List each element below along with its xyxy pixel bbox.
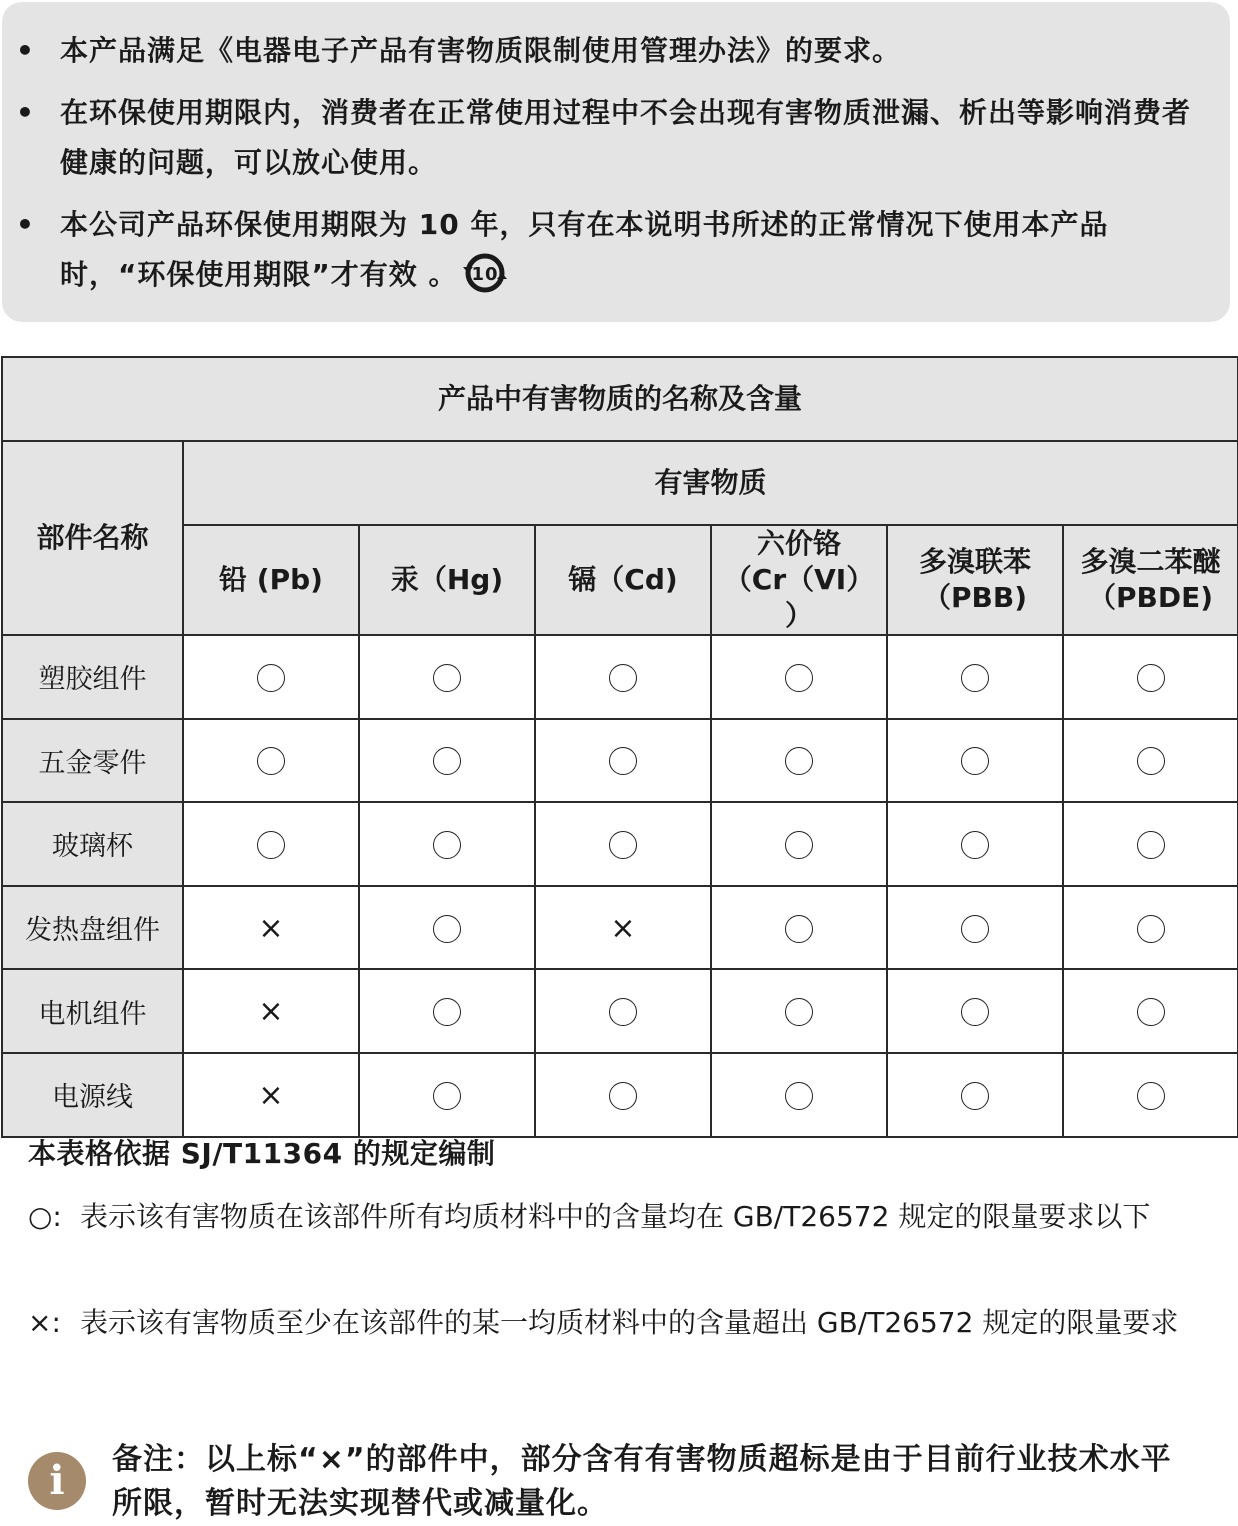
compliant-circle-mark — [609, 831, 637, 859]
column-header-line: （PBB) — [922, 581, 1027, 614]
compliant-circle-mark — [433, 915, 461, 943]
compliant-circle-mark — [609, 747, 637, 775]
part-name-cell: 塑胶组件 — [2, 635, 183, 719]
table-row — [2, 969, 1238, 1053]
bullet-dot: • — [16, 34, 34, 67]
compliant-circle-mark — [433, 831, 461, 859]
hazardous-substance-table-wrap — [1, 356, 1237, 1114]
column-header-line: 多溴联苯 — [918, 545, 1031, 578]
substance-column-header — [887, 525, 1063, 635]
table-row — [2, 719, 1238, 803]
substance-value-cell — [1063, 969, 1238, 1053]
column-header-line: （Cr（VI） ） — [723, 563, 875, 632]
substance-value-cell — [535, 802, 711, 886]
compliant-circle-mark — [257, 747, 285, 775]
part-name-cell: 电源线 — [2, 1053, 183, 1137]
circle-symbol: ○: — [28, 1200, 62, 1233]
info-icon: i — [28, 1452, 86, 1510]
efup-number: 10 — [471, 264, 499, 285]
compliant-circle-mark — [785, 664, 813, 692]
bullet-dot: • — [16, 96, 34, 129]
part-name-header: 部件名称 — [2, 441, 183, 635]
table-body — [2, 635, 1238, 1137]
substance-value-cell — [183, 969, 359, 1053]
substance-column-header — [535, 525, 711, 635]
compliant-circle-mark — [961, 1082, 989, 1110]
compliant-circle-mark — [433, 1082, 461, 1110]
hazardous-substance-table — [1, 356, 1238, 1138]
substance-value-cell — [1063, 886, 1238, 970]
table-row — [2, 886, 1238, 970]
substance-value-cell — [535, 719, 711, 803]
column-header-line: 六价铬 — [756, 527, 841, 560]
exceeds-cross-mark: × — [610, 910, 636, 946]
substance-value-cell — [183, 719, 359, 803]
compliant-circle-mark — [1137, 831, 1165, 859]
part-name-cell: 发热盘组件 — [2, 886, 183, 970]
cross-legend-text: 表示该有害物质至少在该部件的某一均质材料中的含量超出 GB/T26572 规定的限量要求 — [80, 1306, 1179, 1339]
compliant-circle-mark — [785, 998, 813, 1026]
substance-value-cell — [1063, 719, 1238, 803]
compliant-circle-mark — [257, 831, 285, 859]
substance-value-cell — [887, 719, 1063, 803]
exceeds-cross-mark: × — [258, 1077, 284, 1113]
substance-value-cell — [1063, 635, 1238, 719]
notice-item-text: 本产品满足《电器电子产品有害物质限制使用管理办法》的要求。 — [60, 34, 902, 67]
substance-value-cell — [183, 1053, 359, 1137]
compliant-circle-mark — [785, 1082, 813, 1110]
substance-value-cell — [183, 635, 359, 719]
substance-value-cell — [359, 1053, 535, 1137]
compliant-circle-mark — [961, 915, 989, 943]
substance-column-header — [711, 525, 887, 635]
substance-value-cell — [1063, 802, 1238, 886]
substance-value-cell — [359, 635, 535, 719]
substance-value-cell — [711, 719, 887, 803]
notice-panel — [2, 2, 1230, 322]
column-header-line: 多溴二苯醚 — [1080, 545, 1221, 578]
substance-value-cell — [535, 635, 711, 719]
cross-symbol: ×: — [28, 1306, 61, 1339]
substance-value-cell — [711, 802, 887, 886]
exceeds-cross-mark: × — [258, 910, 284, 946]
notice-item-text: 在环保使用期限内，消费者在正常使用过程中不会出现有害物质泄漏、析出等影响消费者健康的问题，可以放心使用。 — [60, 96, 1192, 179]
part-name-cell: 五金零件 — [2, 719, 183, 803]
compliant-circle-mark — [1137, 1082, 1165, 1110]
column-header-line: （PBDE) — [1088, 581, 1214, 614]
substance-value-cell — [887, 802, 1063, 886]
compliant-circle-mark — [433, 998, 461, 1026]
compliant-circle-mark — [1137, 747, 1165, 775]
legend-cross — [28, 1302, 1208, 1344]
substance-value-cell — [887, 886, 1063, 970]
column-header-line: 铅 (Pb) — [219, 563, 323, 596]
compliant-circle-mark — [785, 831, 813, 859]
table-title: 产品中有害物质的名称及含量 — [2, 357, 1238, 441]
substance-header: 有害物质 — [183, 441, 1238, 525]
compliant-circle-mark — [961, 664, 989, 692]
compliant-circle-mark — [785, 747, 813, 775]
substance-value-cell — [359, 886, 535, 970]
substance-value-cell — [711, 1053, 887, 1137]
substance-value-cell — [711, 635, 887, 719]
compliant-circle-mark — [609, 998, 637, 1026]
table-row — [2, 1053, 1238, 1137]
substance-column-header — [1063, 525, 1238, 635]
substance-column-header — [359, 525, 535, 635]
substance-value-cell — [359, 719, 535, 803]
compliant-circle-mark — [961, 747, 989, 775]
compliant-circle-mark — [961, 831, 989, 859]
substance-value-cell — [887, 635, 1063, 719]
compliant-circle-mark — [785, 915, 813, 943]
substance-column-header — [183, 525, 359, 635]
substance-value-cell — [183, 886, 359, 970]
column-header-row — [2, 525, 1238, 635]
legend-circle — [28, 1196, 1208, 1238]
table-row — [2, 635, 1238, 719]
column-header-line: 镉（Cd) — [568, 563, 678, 596]
exceeds-cross-mark: × — [258, 994, 284, 1030]
substance-value-cell — [887, 1053, 1063, 1137]
part-name-cell: 电机组件 — [2, 969, 183, 1053]
column-header-line: 汞（Hg) — [390, 563, 504, 596]
substance-value-cell — [359, 969, 535, 1053]
substance-value-cell — [535, 969, 711, 1053]
notice-item-3-text: 本公司产品环保使用期限为 10 年，只有在本说明书所述的正常情况下使用本产品时，“环保使用期限”才有效 。 — [60, 208, 1109, 291]
substance-value-cell — [183, 802, 359, 886]
compliant-circle-mark — [257, 664, 285, 692]
compliant-circle-mark — [609, 1082, 637, 1110]
substance-value-cell — [535, 886, 711, 970]
table-row — [2, 802, 1238, 886]
notice-item-text — [60, 200, 1200, 300]
efup-10-icon — [462, 250, 508, 296]
remark-text: 备注：以上标“×”的部件中，部分含有有害物质超标是由于目前行业技术水平所限，暂时无法实现替代或减量化。 — [112, 1442, 1172, 1521]
compliant-circle-mark — [433, 747, 461, 775]
compliant-circle-mark — [1137, 664, 1165, 692]
compliant-circle-mark — [1137, 915, 1165, 943]
circle-legend-text: 表示该有害物质在该部件所有均质材料中的含量均在 GB/T26572 规定的限量要求以下 — [80, 1200, 1151, 1233]
substance-value-cell — [359, 802, 535, 886]
part-name-cell: 玻璃杯 — [2, 802, 183, 886]
compliant-circle-mark — [609, 664, 637, 692]
compliant-circle-mark — [433, 664, 461, 692]
substance-value-cell — [1063, 1053, 1238, 1137]
bullet-dot: • — [16, 208, 34, 241]
compliant-circle-mark — [1137, 998, 1165, 1026]
substance-value-cell — [711, 969, 887, 1053]
substance-value-cell — [535, 1053, 711, 1137]
substance-value-cell — [711, 886, 887, 970]
compliant-circle-mark — [961, 998, 989, 1026]
substance-value-cell — [887, 969, 1063, 1053]
standard-note: 本表格依据 SJ/T11364 的规定编制 — [28, 1137, 496, 1170]
